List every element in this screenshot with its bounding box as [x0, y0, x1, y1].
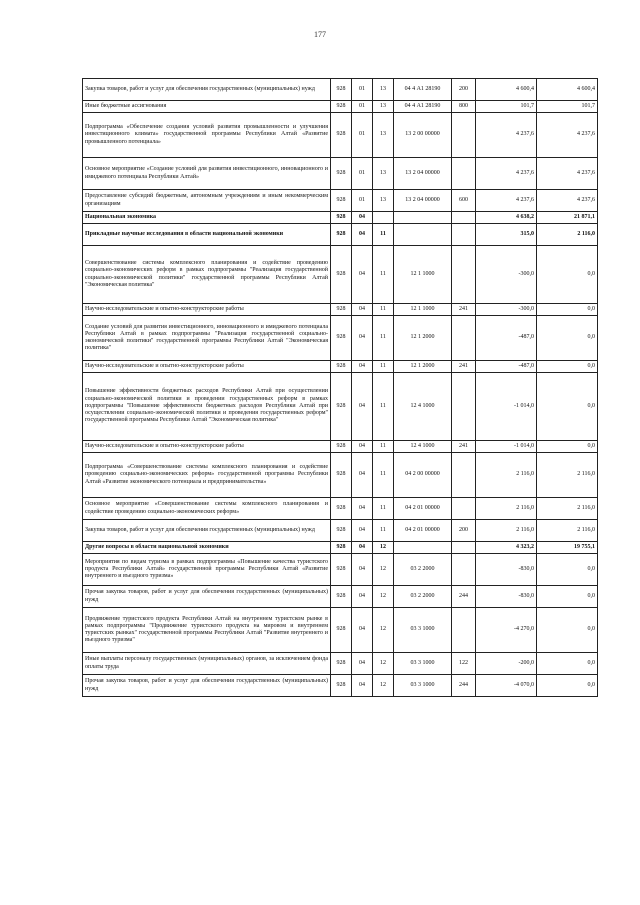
row-target-article-code [394, 212, 452, 224]
row-target-article-code: 12 1 2000 [394, 361, 452, 373]
row-subsection-code: 11 [373, 441, 394, 453]
row-name: Основное мероприятие «Совершенствование системы комплексного планирования и содействие проведению социально-экономических реформ» [83, 498, 331, 520]
row-expense-type-code: 600 [452, 190, 476, 212]
table-row [83, 441, 598, 453]
row-name: Иные бюджетные ассигнования [83, 101, 331, 113]
row-amount-change: -300,0 [476, 304, 537, 316]
budget-table-body [83, 79, 598, 697]
row-amount-change: 4 237,6 [476, 190, 537, 212]
row-name: Предоставление субсидий бюджетным, автономным учреждениям и иным некоммерческим организациям [83, 190, 331, 212]
row-amount-total: 4 237,6 [537, 113, 598, 158]
row-amount-change: -1 014,0 [476, 441, 537, 453]
row-name: Подпрограмма «Совершенствование системы комплексного планирования и содействие проведению социально-экономических реформ» государственной программы Республики Алтай «Развитие экономического потенциала и предпринимательства» [83, 453, 331, 498]
row-amount-total: 0,0 [537, 441, 598, 453]
row-subsection-code: 13 [373, 113, 394, 158]
row-amount-total: 101,7 [537, 101, 598, 113]
row-expense-type-code: 241 [452, 304, 476, 316]
row-target-article-code: 04 4 А1 28190 [394, 79, 452, 101]
row-target-article-code: 12 4 1000 [394, 441, 452, 453]
row-amount-change: 2 116,0 [476, 498, 537, 520]
row-amount-total: 0,0 [537, 586, 598, 608]
table-row [83, 653, 598, 675]
row-expense-type-code [452, 373, 476, 441]
row-ministry-code: 928 [331, 79, 352, 101]
row-amount-total: 0,0 [537, 361, 598, 373]
row-subsection-code: 13 [373, 101, 394, 113]
row-subsection-code: 13 [373, 79, 394, 101]
row-target-article-code [394, 224, 452, 246]
row-amount-total: 21 871,1 [537, 212, 598, 224]
row-name: Другие вопросы в области национальной экономики [83, 542, 331, 554]
row-subsection-code: 12 [373, 675, 394, 697]
row-ministry-code: 928 [331, 212, 352, 224]
row-amount-total: 0,0 [537, 653, 598, 675]
row-amount-change: 4 323,2 [476, 542, 537, 554]
row-ministry-code: 928 [331, 608, 352, 653]
row-amount-total: 0,0 [537, 554, 598, 586]
row-ministry-code: 928 [331, 542, 352, 554]
row-amount-change: -830,0 [476, 554, 537, 586]
row-target-article-code: 03 3 1000 [394, 653, 452, 675]
row-section-code: 04 [352, 608, 373, 653]
row-section-code: 04 [352, 224, 373, 246]
row-subsection-code: 11 [373, 246, 394, 304]
row-expense-type-code [452, 498, 476, 520]
row-target-article-code: 13 2 00 00000 [394, 113, 452, 158]
row-target-article-code: 03 3 1000 [394, 675, 452, 697]
table-row [83, 79, 598, 101]
row-subsection-code: 11 [373, 304, 394, 316]
row-target-article-code: 04 2 00 00000 [394, 453, 452, 498]
row-amount-total: 0,0 [537, 608, 598, 653]
row-expense-type-code: 241 [452, 361, 476, 373]
row-amount-change: 2 116,0 [476, 520, 537, 542]
row-expense-type-code [452, 542, 476, 554]
row-section-code: 04 [352, 498, 373, 520]
row-target-article-code: 03 2 2000 [394, 554, 452, 586]
row-amount-total: 2 116,0 [537, 453, 598, 498]
row-amount-total: 0,0 [537, 316, 598, 361]
row-amount-change: -200,0 [476, 653, 537, 675]
row-section-code: 04 [352, 542, 373, 554]
table-row [83, 224, 598, 246]
row-name: Совершенствование системы комплексного планирования и содействие проведению социально-экономических реформ в рамках подпрограммы "Реализация государственной социально-экономической политики" государственной программы Республики Алтай "Экономическая политика" [83, 246, 331, 304]
row-section-code: 04 [352, 441, 373, 453]
page-number: 177 [314, 30, 326, 39]
row-section-code: 04 [352, 246, 373, 304]
row-ministry-code: 928 [331, 158, 352, 190]
row-ministry-code: 928 [331, 190, 352, 212]
row-ministry-code: 928 [331, 441, 352, 453]
row-expense-type-code: 122 [452, 653, 476, 675]
row-section-code: 04 [352, 304, 373, 316]
row-ministry-code: 928 [331, 586, 352, 608]
row-amount-change: 315,0 [476, 224, 537, 246]
row-amount-change: 4 600,4 [476, 79, 537, 101]
row-ministry-code: 928 [331, 224, 352, 246]
row-ministry-code: 928 [331, 373, 352, 441]
row-section-code: 04 [352, 373, 373, 441]
row-target-article-code: 12 1 1000 [394, 246, 452, 304]
row-target-article-code: 13 2 04 00000 [394, 158, 452, 190]
row-ministry-code: 928 [331, 113, 352, 158]
row-section-code: 01 [352, 158, 373, 190]
row-target-article-code: 04 2 01 00000 [394, 498, 452, 520]
table-row [83, 542, 598, 554]
row-target-article-code: 12 1 1000 [394, 304, 452, 316]
row-ministry-code: 928 [331, 453, 352, 498]
row-name: Закупка товаров, работ и услуг для обеспечения государственных (муниципальных) нужд [83, 520, 331, 542]
row-ministry-code: 928 [331, 554, 352, 586]
table-row [83, 246, 598, 304]
row-amount-change: -4 270,0 [476, 608, 537, 653]
row-section-code: 04 [352, 316, 373, 361]
row-target-article-code: 03 3 1000 [394, 608, 452, 653]
row-expense-type-code: 800 [452, 101, 476, 113]
row-amount-total: 0,0 [537, 304, 598, 316]
row-amount-total: 2 116,0 [537, 498, 598, 520]
row-expense-type-code [452, 224, 476, 246]
row-subsection-code: 13 [373, 190, 394, 212]
row-ministry-code: 928 [331, 304, 352, 316]
row-amount-change: 4 237,6 [476, 158, 537, 190]
row-section-code: 04 [352, 361, 373, 373]
row-amount-change: -487,0 [476, 316, 537, 361]
row-subsection-code: 12 [373, 653, 394, 675]
row-expense-type-code: 200 [452, 79, 476, 101]
row-amount-change: -4 070,0 [476, 675, 537, 697]
row-target-article-code: 13 2 04 00000 [394, 190, 452, 212]
row-amount-total: 0,0 [537, 675, 598, 697]
row-name: Научно-исследовательские и опытно-конструкторские работы [83, 304, 331, 316]
table-row [83, 316, 598, 361]
row-name: Подпрограмма «Обеспечение создания условий развития промышленности и улучшения инвестиционного климата» государственной программы Республики Алтай «Развитие промышленного потенциала» [83, 113, 331, 158]
row-subsection-code: 12 [373, 608, 394, 653]
row-expense-type-code: 244 [452, 675, 476, 697]
table-row [83, 212, 598, 224]
row-expense-type-code [452, 554, 476, 586]
row-subsection-code: 13 [373, 158, 394, 190]
table-row [83, 608, 598, 653]
row-name: Прикладные научные исследования в области национальной экономики [83, 224, 331, 246]
row-section-code: 04 [352, 675, 373, 697]
row-amount-total: 2 116,0 [537, 224, 598, 246]
row-name: Научно-исследовательские и опытно-конструкторские работы [83, 441, 331, 453]
row-amount-change: 101,7 [476, 101, 537, 113]
row-section-code: 01 [352, 79, 373, 101]
row-amount-change: -830,0 [476, 586, 537, 608]
row-target-article-code: 12 1 2000 [394, 316, 452, 361]
table-row [83, 453, 598, 498]
row-expense-type-code [452, 316, 476, 361]
row-subsection-code: 11 [373, 316, 394, 361]
table-row [83, 361, 598, 373]
row-amount-total: 0,0 [537, 373, 598, 441]
row-ministry-code: 928 [331, 520, 352, 542]
row-subsection-code: 11 [373, 498, 394, 520]
row-expense-type-code: 241 [452, 441, 476, 453]
row-amount-change: -487,0 [476, 361, 537, 373]
row-ministry-code: 928 [331, 101, 352, 113]
row-expense-type-code [452, 113, 476, 158]
row-subsection-code: 12 [373, 554, 394, 586]
row-expense-type-code [452, 608, 476, 653]
row-ministry-code: 928 [331, 316, 352, 361]
table-row [83, 373, 598, 441]
row-section-code: 01 [352, 113, 373, 158]
table-row [83, 554, 598, 586]
row-expense-type-code [452, 158, 476, 190]
row-ministry-code: 928 [331, 361, 352, 373]
row-name: Продвижение туристского продукта Республики Алтай на внутреннем туристском рынке в рамках подпрограммы "Продвижение туристского продукта на мировом и внутреннем туристских рынках" государственной программы Республики Алтай "Развитие внутреннего и въездного туризма" [83, 608, 331, 653]
table-row [83, 158, 598, 190]
row-section-code: 04 [352, 520, 373, 542]
row-section-code: 01 [352, 101, 373, 113]
row-subsection-code: 11 [373, 224, 394, 246]
row-section-code: 04 [352, 212, 373, 224]
row-section-code: 04 [352, 554, 373, 586]
row-ministry-code: 928 [331, 498, 352, 520]
row-expense-type-code [452, 212, 476, 224]
table-row [83, 101, 598, 113]
row-target-article-code [394, 542, 452, 554]
row-name: Иные выплаты персоналу государственных (муниципальных) органов, за исключением фонда оплаты труда [83, 653, 331, 675]
table-row [83, 190, 598, 212]
table-row [83, 113, 598, 158]
row-target-article-code: 12 4 1000 [394, 373, 452, 441]
row-amount-change: 2 116,0 [476, 453, 537, 498]
row-subsection-code: 11 [373, 453, 394, 498]
row-subsection-code: 11 [373, 520, 394, 542]
row-name: Научно-исследовательские и опытно-конструкторские работы [83, 361, 331, 373]
row-name: Создание условий для развития инвестиционного, инновационного и имиджевого потенциала Республики Алтай в рамках подпрограммы "Реализация государственной социально-экономической политики" государственной программы Республики Алтай "Экономическая политика" [83, 316, 331, 361]
row-expense-type-code [452, 453, 476, 498]
row-section-code: 04 [352, 653, 373, 675]
table-row [83, 675, 598, 697]
table-row [83, 586, 598, 608]
row-target-article-code: 04 4 А1 28190 [394, 101, 452, 113]
budget-table [82, 78, 598, 697]
row-name: Прочая закупка товаров, работ и услуг для обеспечения государственных (муниципальных) нужд [83, 675, 331, 697]
row-section-code: 04 [352, 586, 373, 608]
row-amount-total: 4 600,4 [537, 79, 598, 101]
row-expense-type-code: 244 [452, 586, 476, 608]
row-amount-total: 2 116,0 [537, 520, 598, 542]
row-name: Мероприятия по видам туризма в рамках подпрограммы «Повышение качества туристского продукта Республики Алтай» государственной программы Республики Алтай «Развитие внутреннего и въездного туризма» [83, 554, 331, 586]
row-amount-change: -1 014,0 [476, 373, 537, 441]
row-ministry-code: 928 [331, 246, 352, 304]
row-section-code: 04 [352, 453, 373, 498]
table-row [83, 520, 598, 542]
row-expense-type-code: 200 [452, 520, 476, 542]
row-name: Национальная экономика [83, 212, 331, 224]
row-amount-total: 19 755,1 [537, 542, 598, 554]
table-row [83, 498, 598, 520]
row-section-code: 01 [352, 190, 373, 212]
row-subsection-code: 11 [373, 373, 394, 441]
row-subsection-code: 12 [373, 586, 394, 608]
row-ministry-code: 928 [331, 675, 352, 697]
row-amount-change: -300,0 [476, 246, 537, 304]
row-amount-total: 0,0 [537, 246, 598, 304]
table-row [83, 304, 598, 316]
row-target-article-code: 04 2 01 00000 [394, 520, 452, 542]
row-target-article-code: 03 2 2000 [394, 586, 452, 608]
row-ministry-code: 928 [331, 653, 352, 675]
row-amount-total: 4 237,6 [537, 190, 598, 212]
row-amount-change: 4 237,6 [476, 113, 537, 158]
row-subsection-code [373, 212, 394, 224]
row-name: Повышение эффективности бюджетных расходов Республики Алтай при осуществлении социально-экономической политики и проведении государственных реформ в рамках подпрограммы "Повышение эффективности бюджетных расходов Республики Алтай при осуществлении социально-экономической политики и проведения государственных реформ" государственной программы Республики Алтай "Экономическая политика" [83, 373, 331, 441]
row-amount-total: 4 237,6 [537, 158, 598, 190]
row-name: Прочая закупка товаров, работ и услуг для обеспечения государственных (муниципальных) нужд [83, 586, 331, 608]
row-name: Основное мероприятие «Создание условий для развития инвестиционного, инновационного и имиджевого потенциала Республики Алтай» [83, 158, 331, 190]
row-amount-change: 4 638,2 [476, 212, 537, 224]
row-subsection-code: 11 [373, 361, 394, 373]
row-name: Закупка товаров, работ и услуг для обеспечения государственных (муниципальных) нужд [83, 79, 331, 101]
row-subsection-code: 12 [373, 542, 394, 554]
row-expense-type-code [452, 246, 476, 304]
